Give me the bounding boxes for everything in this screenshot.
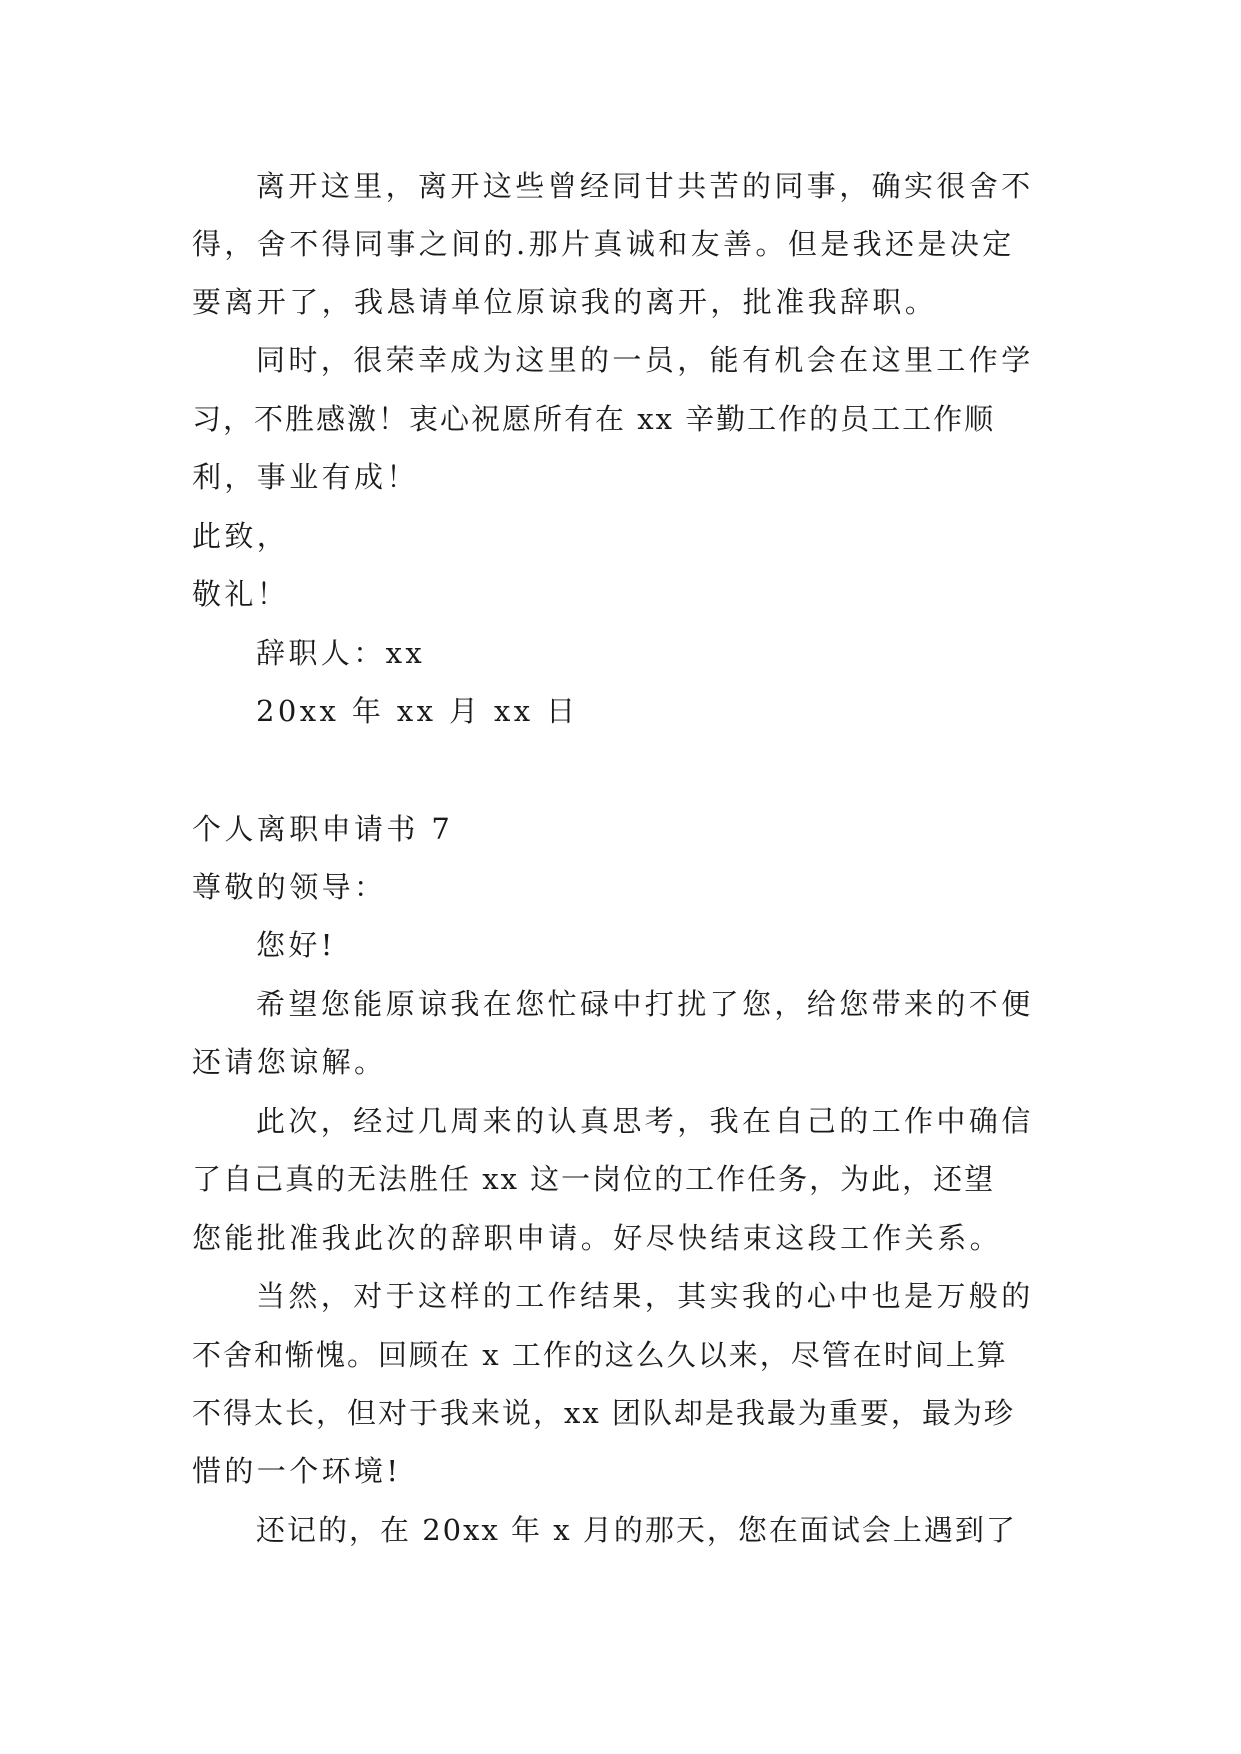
paragraph-line: 要离开了，我恳请单位原谅我的离开，批准我辞职。 <box>192 285 938 319</box>
greeting-line: 尊敬的领导： <box>192 870 387 904</box>
greeting-line: 您好! <box>256 928 336 962</box>
paragraph-line: 您能批准我此次的辞职申请。好尽快结束这段工作关系。 <box>192 1221 1003 1255</box>
paragraph-line: 了自己真的无法胜任 xx 这一岗位的工作任务，为此，还望 <box>192 1162 996 1196</box>
paragraph-line: 还请您谅解。 <box>192 1045 387 1079</box>
paragraph-line: 当然，对于这样的工作结果，其实我的心中也是万般的 <box>256 1279 1034 1313</box>
section-title: 个人离职申请书 7 <box>192 812 454 846</box>
paragraph-line: 此次，经过几周来的认真思考，我在自己的工作中确信 <box>256 1104 1034 1138</box>
paragraph-line: 利，事业有成！ <box>192 460 419 494</box>
paragraph-line: 习，不胜感激！衷心祝愿所有在 xx 辛勤工作的员工工作顺 <box>192 402 996 436</box>
paragraph-line: 希望您能原谅我在您忙碌中打扰了您，给您带来的不便 <box>256 987 1034 1021</box>
paragraph-line: 不舍和惭愧。回顾在 x 工作的这么久以来，尽管在时间上算 <box>192 1338 1008 1372</box>
signature-name: 辞职人：xx <box>256 636 426 670</box>
salutation-line: 敬礼！ <box>192 577 290 611</box>
paragraph-line: 得，舍不得同事之间的.那片真诚和友善。但是我还是决定 <box>192 227 1015 261</box>
signature-date: 20xx 年 xx 月 xx 日 <box>256 694 579 728</box>
paragraph-line: 惜的一个环境! <box>192 1454 402 1488</box>
paragraph-line: 同时，很荣幸成为这里的一员，能有机会在这里工作学 <box>256 343 1034 377</box>
paragraph-line: 不得太长，但对于我来说，xx 团队却是我最为重要，最为珍 <box>192 1396 1015 1430</box>
paragraph-line: 还记的，在 20xx 年 x 月的那天，您在面试会上遇到了 <box>256 1513 1017 1547</box>
closing-line: 此致， <box>192 519 290 553</box>
paragraph-line: 离开这里，离开这些曾经同甘共苦的同事，确实很舍不 <box>256 169 1034 203</box>
